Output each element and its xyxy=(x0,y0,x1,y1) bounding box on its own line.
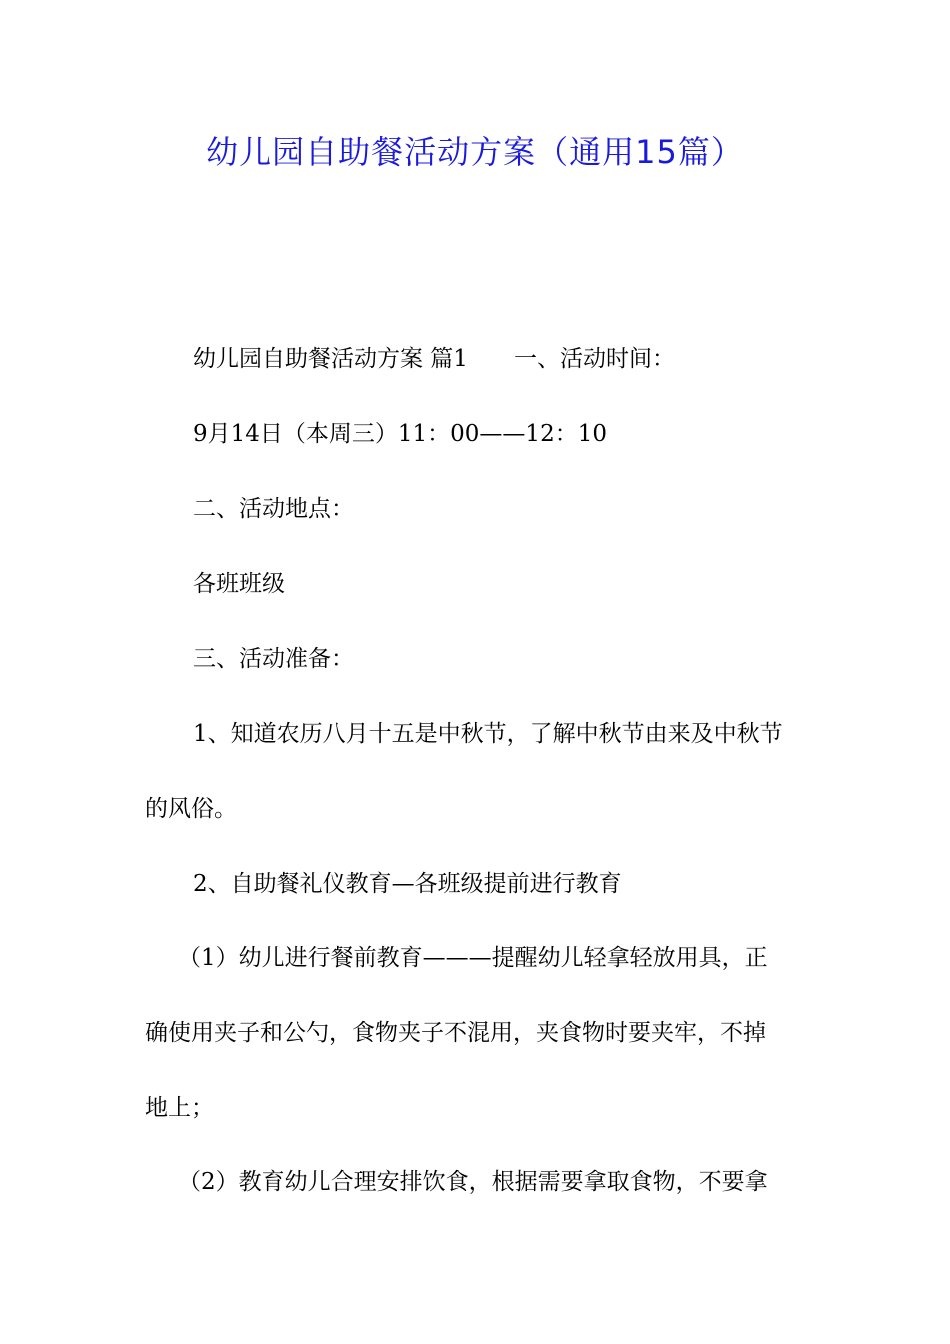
preparation-item-1-line-1: 1、知道农历八月十五是中秋节，了解中秋节由来及中秋节 xyxy=(193,721,783,747)
preparation-subitem-1-line-1: （1）幼儿进行餐前教育———提醒幼儿轻拿轻放用具，正 xyxy=(178,945,768,971)
preparation-subitem-1-line-2: 确使用夹子和公勺，食物夹子不混用，夹食物时要夹牢，不掉 xyxy=(145,1020,766,1046)
activity-time-label: 一、活动时间： xyxy=(513,346,675,372)
activity-time-value: 9月14日（本周三）11：00——12：10 xyxy=(193,421,607,447)
plan-heading: 幼儿园自助餐活动方案 篇1 xyxy=(193,346,468,372)
preparation-subitem-2-line-1: （2）教育幼儿合理安排饮食，根据需要拿取食物，不要拿 xyxy=(178,1169,768,1195)
page-title: 幼儿园自助餐活动方案（通用15篇） xyxy=(206,133,744,171)
activity-location-label: 二、活动地点： xyxy=(193,496,354,522)
activity-location-value: 各班班级 xyxy=(193,571,285,597)
preparation-item-1-line-2: 的风俗。 xyxy=(145,796,237,822)
activity-preparation-label: 三、活动准备： xyxy=(193,646,354,672)
preparation-item-2: 2、自助餐礼仪教育—各班级提前进行教育 xyxy=(193,871,622,897)
section-heading-line xyxy=(193,344,675,374)
preparation-subitem-1-line-3: 地上； xyxy=(145,1095,214,1121)
